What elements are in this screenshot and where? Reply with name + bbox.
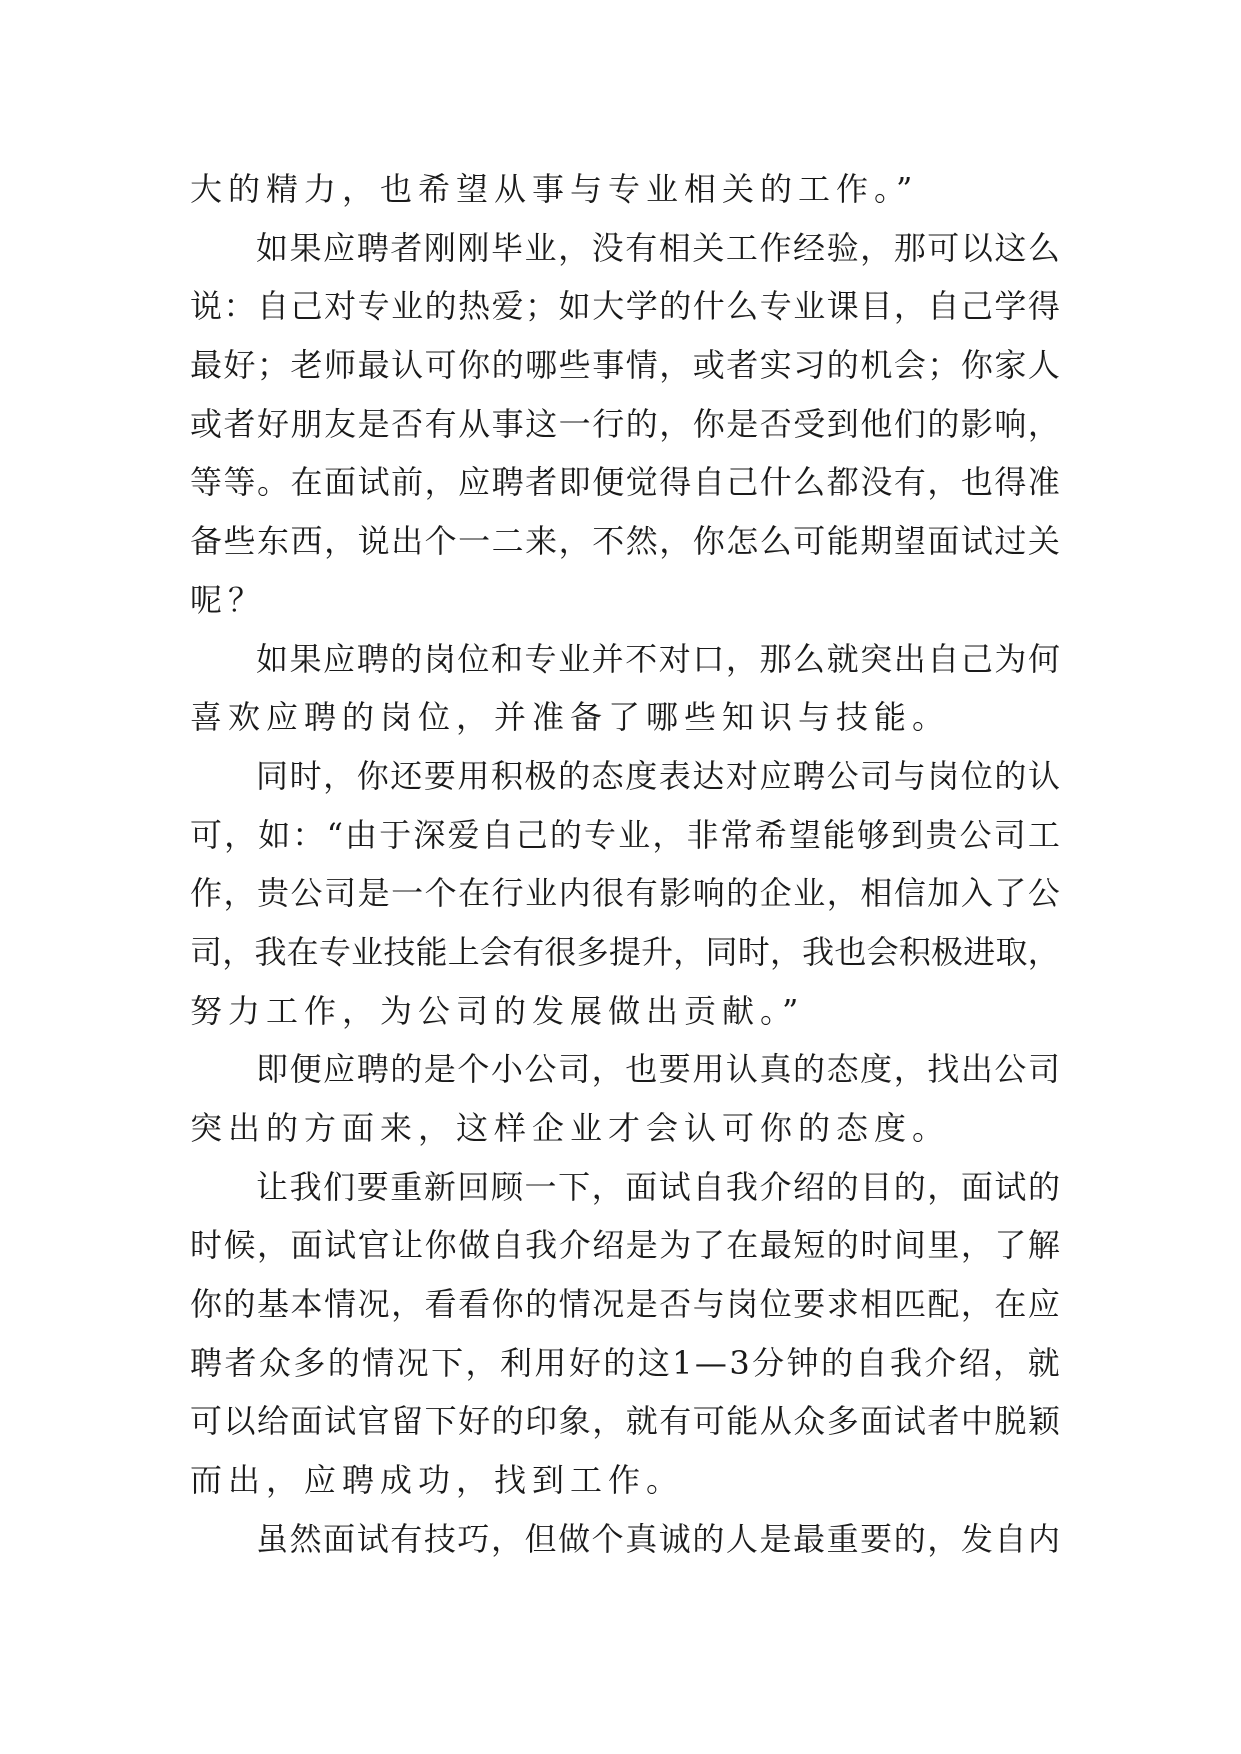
text-line: 等 等 。 在 面 试 前 ， 应 聘 者 即 便 觉 得 自 己 什 么 都 没 有 ， 也 得 准 bbox=[190, 463, 1060, 502]
text-line: 突出的方面来，这样企业才会认可你的态度。 bbox=[190, 1109, 951, 1147]
document-body bbox=[190, 160, 1060, 1569]
text-line: 努力工作，为公司的发展做出贡献。” bbox=[190, 991, 805, 1030]
text-line: 虽 然 面 试 有 技 巧 ， 但 做 个 真 诚 的 人 是 最 重 要 的 ， 发 自 内 bbox=[256, 1519, 1060, 1558]
text-line: 说 ： 自 己 对 专 业 的 热 爱 ； 如 大 学 的 什 么 专 业 课 目 ， 自 己 学 得 bbox=[190, 287, 1060, 326]
text-line: 司 ， 我 在 专 业 技 能 上 会 有 很 多 提 升 ， 同 时 ， 我 也 会 积 极 进 取 ， bbox=[190, 932, 1060, 971]
text-line: 可 以 给 面 试 官 留 下 好 的 印 象 ， 就 有 可 能 从 众 多 面 试 者 中 脱 颖 bbox=[190, 1402, 1060, 1441]
text-line: 可 ， 如 ： “ 由 于 深 爱 自 己 的 专 业 ， 非 常 希 望 能 够 到 贵 公 司 工 bbox=[190, 815, 1060, 854]
text-line: 喜欢应聘的岗位，并准备了哪些知识与技能。 bbox=[190, 698, 951, 737]
text-line: 让 我 们 要 重 新 回 顾 一 下 ， 面 试 自 我 介 绍 的 目 的 ， 面 试 的 bbox=[256, 1167, 1060, 1206]
text-line: 聘 者 众 多 的 情 况 下 ， 利 用 好 的 这 1 — 3 分 钟 的 自 我 介 绍 ， 就 bbox=[190, 1343, 1060, 1382]
text-line: 如 果 应 聘 者 刚 刚 毕 业 ， 没 有 相 关 工 作 经 验 ， 那 可 以 这 么 bbox=[256, 228, 1060, 267]
text-line: 最 好 ； 老 师 最 认 可 你 的 哪 些 事 情 ， 或 者 实 习 的 机 会 ； 你 家 人 bbox=[190, 346, 1060, 385]
text-line: 如 果 应 聘 的 岗 位 和 专 业 并 不 对 口 ， 那 么 就 突 出 自 己 为 何 bbox=[256, 639, 1060, 678]
text-line: 时 候 ， 面 试 官 让 你 做 自 我 介 绍 是 为 了 在 最 短 的 时 间 里 ， 了 解 bbox=[190, 1226, 1060, 1265]
text-line: 或 者 好 朋 友 是 否 有 从 事 这 一 行 的 ， 你 是 否 受 到 他 们 的 影 响 ， bbox=[190, 404, 1060, 443]
text-line: 同 时 ， 你 还 要 用 积 极 的 态 度 表 达 对 应 聘 公 司 与 岗 位 的 认 bbox=[256, 756, 1060, 795]
text-line: 而出，应聘成功，找到工作。 bbox=[190, 1461, 685, 1500]
text-line: 作 ， 贵 公 司 是 一 个 在 行 业 内 很 有 影 响 的 企 业 ， 相 信 加 入 了 公 bbox=[190, 874, 1060, 913]
text-line: 大的精力，也希望从事与专业相关的工作。” bbox=[190, 170, 919, 208]
text-line: 呢？ bbox=[190, 580, 267, 619]
text-line: 即 便 应 聘 的 是 个 小 公 司 ， 也 要 用 认 真 的 态 度 ， 找 出 公 司 bbox=[256, 1050, 1060, 1089]
text-line: 备 些 东 西 ， 说 出 个 一 二 来 ， 不 然 ， 你 怎 么 可 能 期 望 面 试 过 关 bbox=[190, 522, 1060, 561]
text-line: 你 的 基 本 情 况 ， 看 看 你 的 情 况 是 否 与 岗 位 要 求 相 匹 配 ， 在 应 bbox=[190, 1285, 1060, 1324]
